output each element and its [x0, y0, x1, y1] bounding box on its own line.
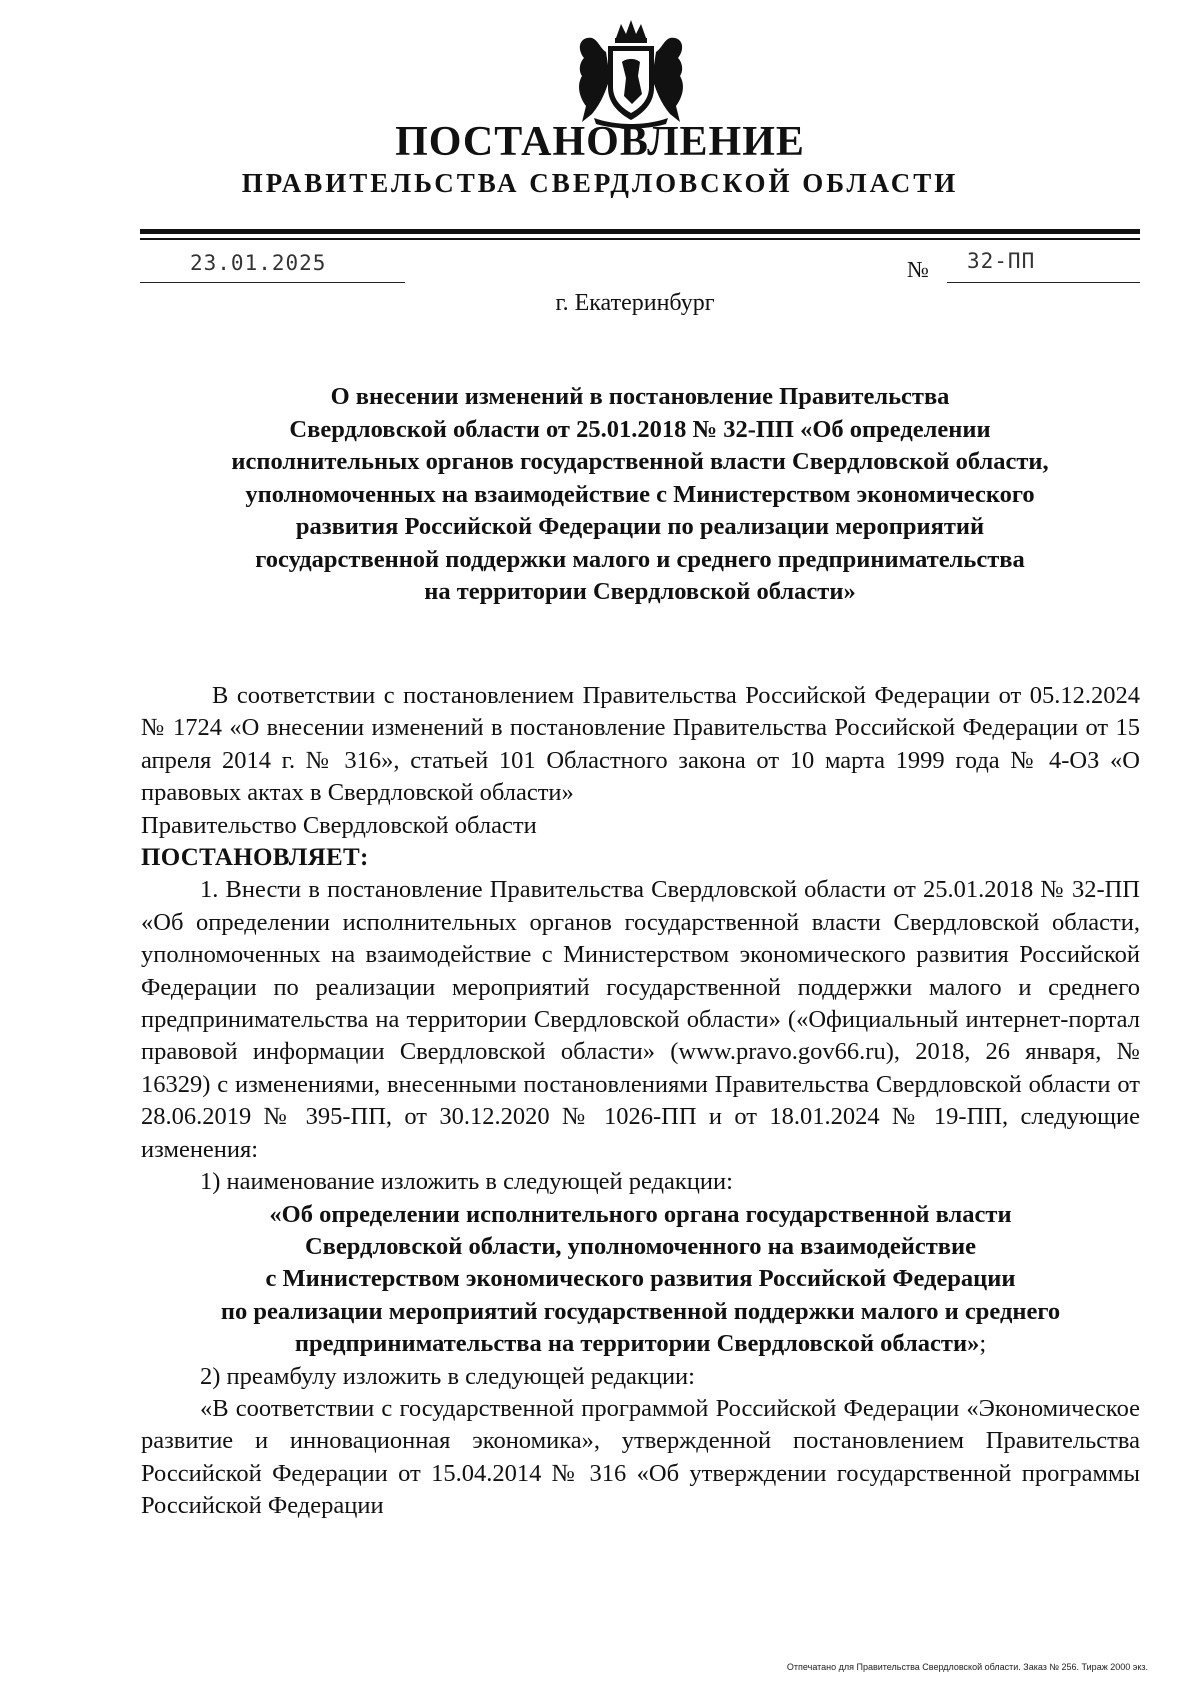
heading-line: О внесении изменений в постановление Правительства — [330, 383, 950, 410]
date-underline — [140, 282, 405, 283]
decree-date: 23.01.2025 — [190, 251, 327, 275]
city-name: г. Екатеринбург — [555, 290, 715, 316]
subitem-1: 1) наименование изложить в следующей редакции: — [200, 1168, 733, 1196]
coat-of-arms-icon — [566, 18, 696, 130]
subitem-2: 2) преамбулу изложить в следующей редакции: — [200, 1362, 695, 1390]
heading-line: развития Российской Федерации по реализации мероприятий — [295, 513, 985, 540]
preamble-paragraph: В соответствии с постановлением Правительства Российской Федерации от 05.12.2024 № 1724 «О внесении изменений в постановление Правительства Российской Федерации от 15 апреля 2014 г. № 316», статьей 101 Областного закона от 10 марта 1999 года № 4-ОЗ «О правовых актах в Свердловской области» — [141, 682, 1140, 807]
header-rule-thin — [140, 238, 1140, 240]
print-note: Отпечатано для Правительства Свердловской области. Заказ № 256. Тираж 2000 экз. — [786, 1662, 1148, 1672]
new-title-quote — [141, 1199, 1140, 1361]
number-label: № — [907, 257, 929, 282]
quote-line: с Министерством экономического развития Российской Федерации — [265, 1265, 1016, 1293]
document-title: ПОСТАНОВЛЕНИЕ — [395, 119, 805, 165]
decree-number: 32-ПП — [967, 249, 1036, 273]
quote-last-text: предпринимательства на территории Свердловской области» — [294, 1330, 980, 1358]
number-underline — [947, 282, 1140, 283]
item-1-paragraph: 1. Внести в постановление Правительства Свердловской области от 25.01.2018 № 32-ПП «Об определении исполнительных органов государственной власти Свердловской области, уполномоченных на взаимодействие с Министерством экономического развития Российской Федерации по реализации мероприятий государственной поддержки малого и среднего предпринимательства на территории Свердловской области» («Официальный интернет-портал правовой информации Свердловской области» (www.pravo.gov66.ru), 2018, 26 января, № 16329) с изменениями, внесенными постановлениями Правительства Свердловской области от 28.06.2019 № 395-ПП, от 30.12.2020 № 1026-ПП и от 18.01.2024 № 19-ПП, следующие изменения: — [141, 876, 1140, 1163]
preamble-end: Правительство Свердловской области — [141, 811, 537, 839]
heading-line: на территории Свердловской области» — [424, 578, 856, 605]
quote-tail: ; — [979, 1330, 987, 1358]
preamble-quote: «В соответствии с государственной программой Российской Федерации «Экономическое развитие и инновационная экономика», утвержденной постановлением Правительства Российской Федерации от 15.04.2014 № 316 «Об утверждении государственной программы Российской Федерации — [141, 1394, 1140, 1520]
decree-heading — [160, 381, 1120, 609]
quote-line: по реализации мероприятий государственной поддержки малого и среднего — [220, 1297, 1061, 1325]
quote-line: Свердловской области, уполномоченного на взаимодействие — [304, 1232, 977, 1260]
quote-line-last — [141, 1328, 1140, 1360]
document-subtitle: ПРАВИТЕЛЬСТВА СВЕРДЛОВСКОЙ ОБЛАСТИ — [241, 168, 959, 198]
heading-line: уполномоченных на взаимодействие с Министерством экономического — [245, 480, 1035, 508]
heading-line: государственной поддержки малого и среднего предпринимательства — [255, 545, 1025, 573]
header-rule-thick — [140, 229, 1140, 234]
quote-line: «Об определении исполнительного органа государственной власти — [269, 1200, 1012, 1228]
heading-line: Свердловской области от 25.01.2018 № 32-ПП «Об определении — [289, 415, 991, 443]
heading-line: исполнительных органов государственной власти Свердловской области, — [231, 448, 1049, 475]
decree-word: ПОСТАНОВЛЯЕТ: — [141, 844, 369, 872]
decree-body — [141, 680, 1140, 1523]
